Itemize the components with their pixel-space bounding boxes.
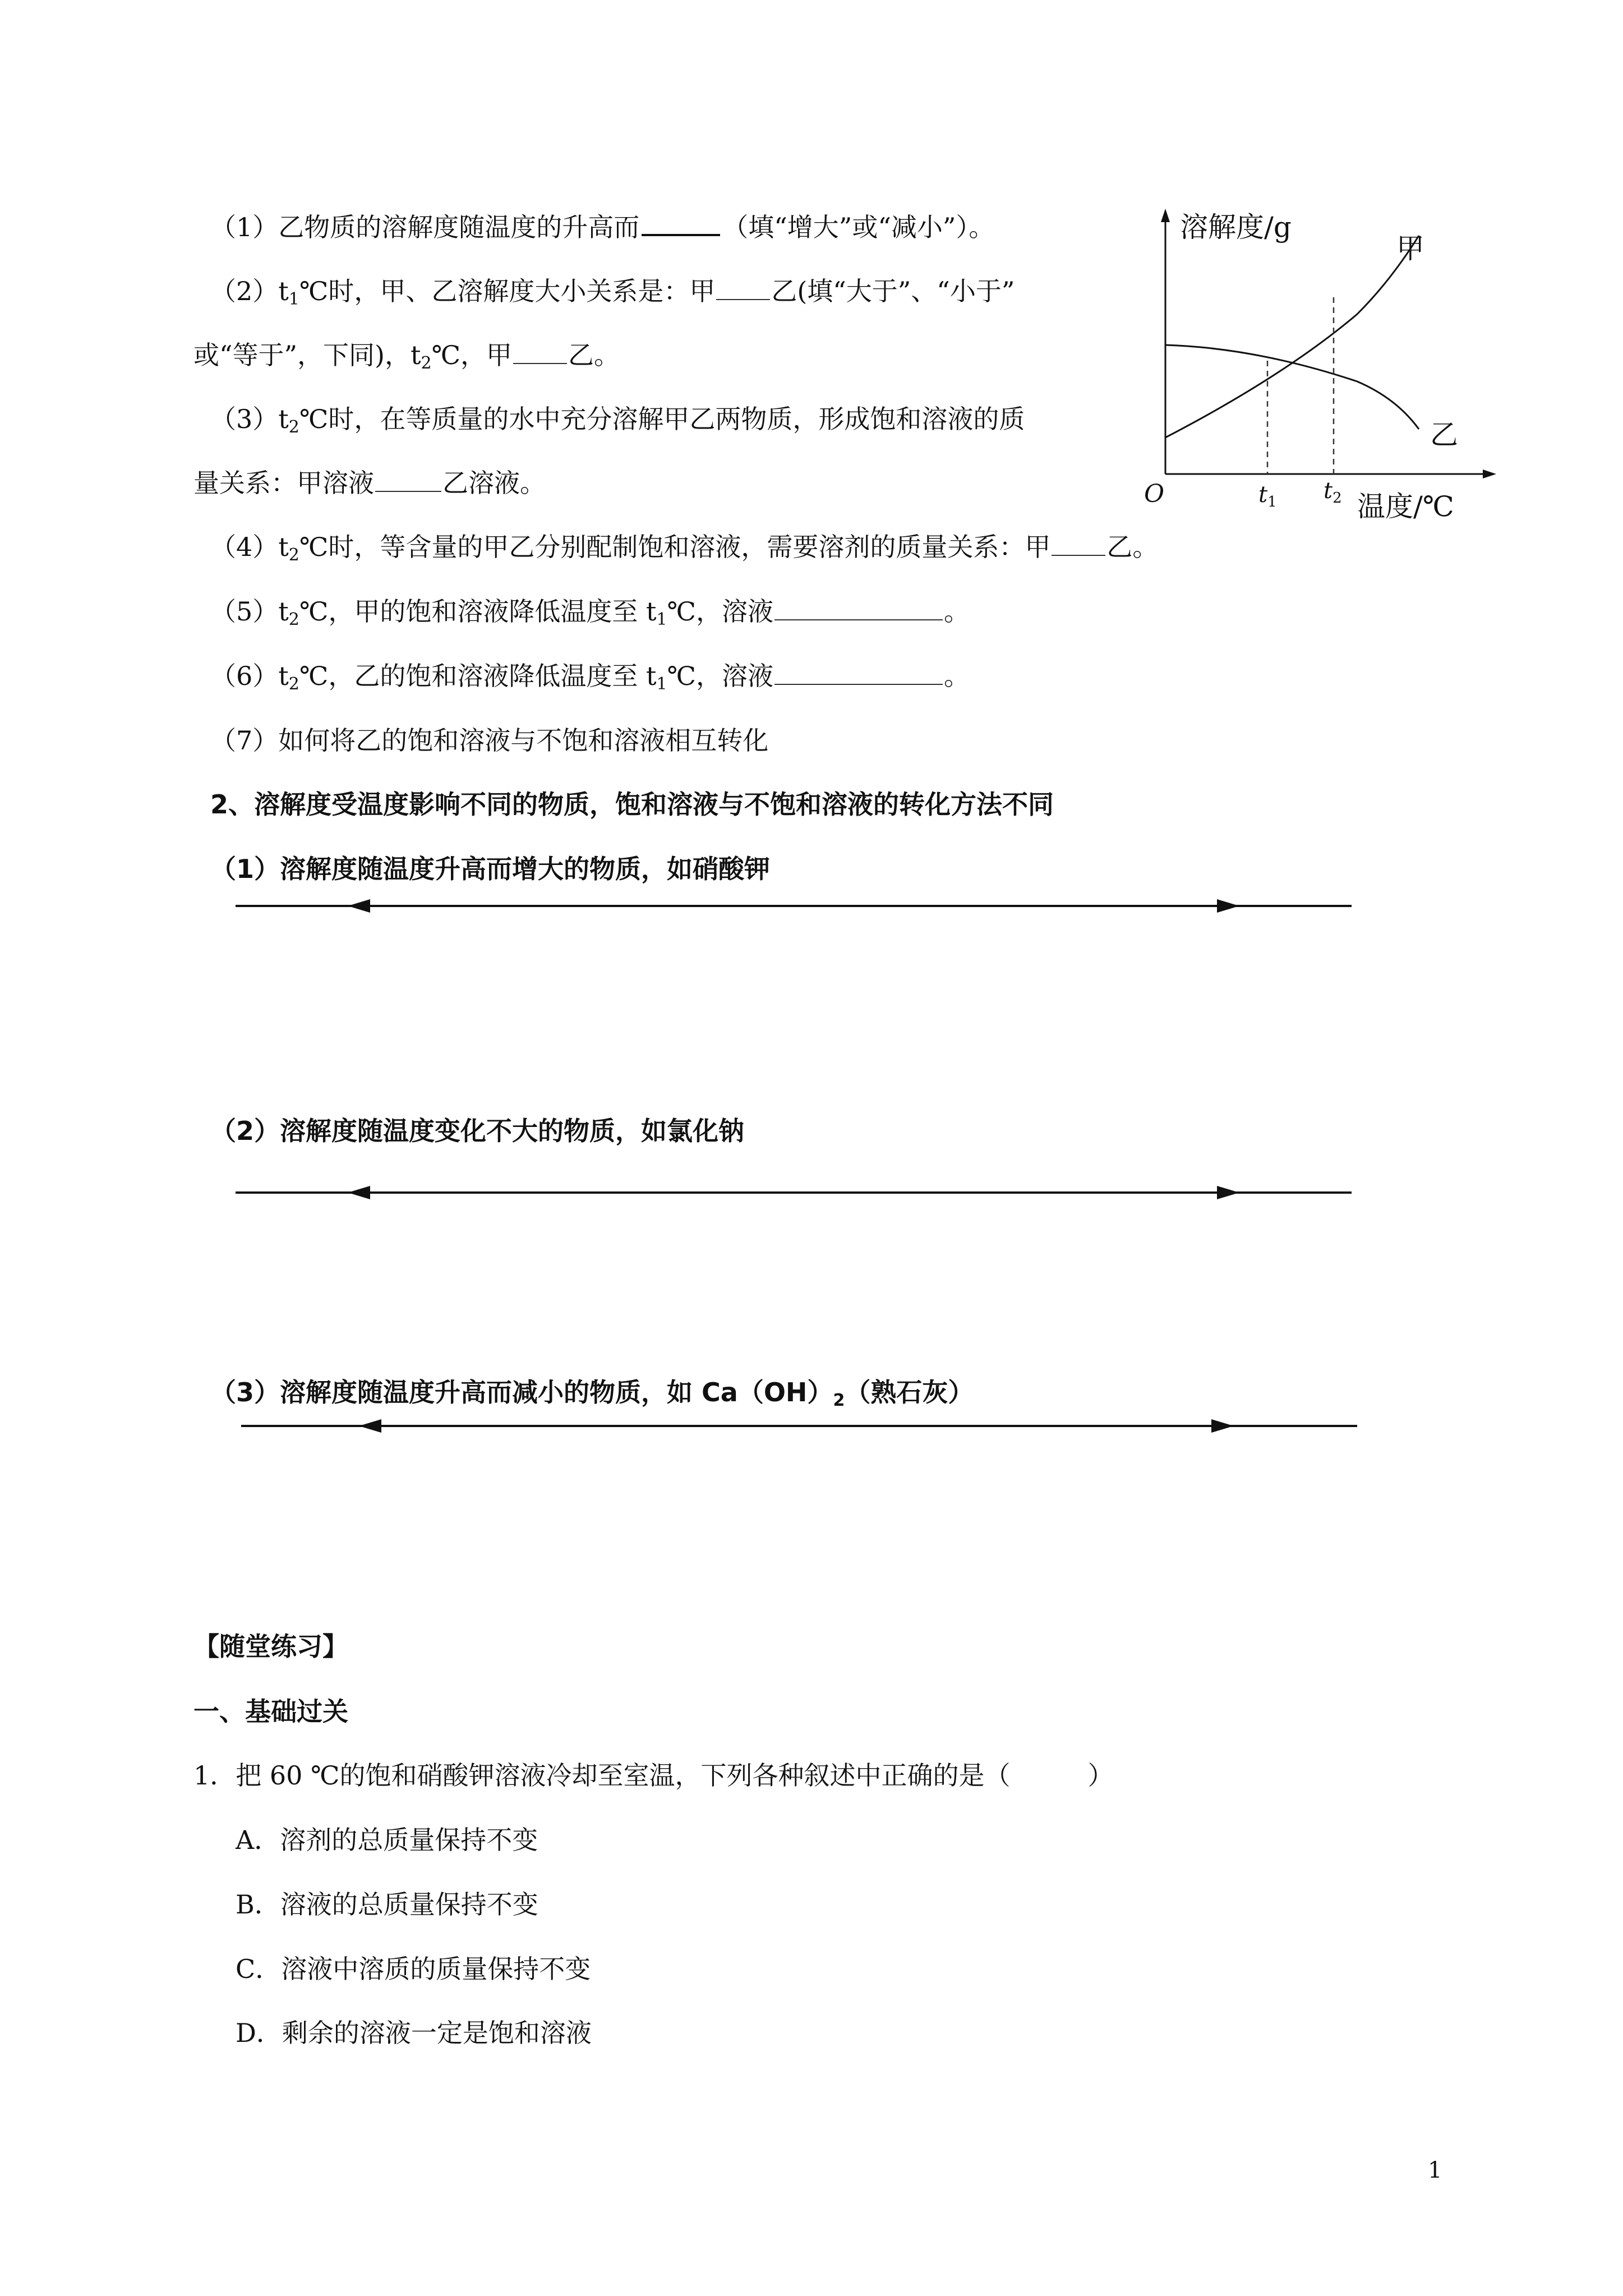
section-2-heading: 2、溶解度受温度影响不同的物质，饱和溶液与不饱和溶液的转化方法不同 — [210, 789, 1054, 820]
question-4: $(4)t_2℃$时，等含量的甲乙分别配制饱和溶液，需要溶剂的质量关系：甲 乙。 — [210, 530, 1158, 564]
conversion-arrow-2 — [236, 1181, 1352, 1204]
section-2-item-2: （2）溶解度随温度变化不大的物质，如氯化钠 — [210, 1116, 745, 1146]
page-number: 1 — [1428, 2157, 1442, 2183]
question-5: $(5)t_2℃$，甲的饱和溶液降低温度至 $t_1℃$，溶液 。 — [210, 595, 970, 628]
answer-blank[interactable] — [716, 274, 770, 300]
section-2-item-1: （1）溶解度随温度升高而增大的物质，如硝酸钾 — [210, 854, 771, 884]
conversion-arrow-1 — [236, 895, 1352, 917]
x-axis-arrow — [1483, 470, 1496, 478]
question-3: $(3)t_2℃$时，在等质量的水中充分溶解甲乙两物质，形成饱和溶液的质 — [210, 404, 1025, 437]
practice-heading: 【随堂练习】 — [193, 1631, 348, 1662]
question-1: （1）乙物质的溶解度随温度的升高而 （填“增大”或“减小”）。 — [210, 209, 994, 244]
question-2-cont: 或“等于”，下同)，$t_2℃$，甲 乙。 — [193, 338, 620, 372]
question-2: $(2)t_1℃$时，甲、乙溶解度大小关系是：甲 乙(填“大于”、“小于” — [210, 274, 1015, 308]
answer-blank[interactable] — [774, 659, 943, 685]
practice-question-1: 1．把 60 ℃的饱和硝酸钾溶液冷却至室温，下列各种叙述中正确的是（ ） — [193, 1760, 1114, 1791]
curve-jia-label: 甲 — [1396, 232, 1424, 265]
origin-label: O — [1144, 480, 1165, 508]
answer-blank[interactable] — [375, 466, 441, 492]
option-b[interactable]: B．溶液的总质量保持不变 — [236, 1889, 538, 1920]
x-axis-label: 温度/℃ — [1357, 490, 1454, 523]
conversion-arrow-3 — [241, 1415, 1357, 1437]
solubility-graph — [1133, 202, 1497, 539]
section-2-item-3: （3）溶解度随温度升高而减小的物质，如 $Ca(OH)_2$（熟石灰） — [210, 1377, 974, 1410]
practice-subheading: 一、基础过关 — [193, 1696, 348, 1727]
t2-label: $t_2$ — [1324, 478, 1342, 507]
option-a[interactable]: A．溶剂的总质量保持不变 — [236, 1825, 538, 1855]
option-d[interactable]: D．剩余的溶液一定是饱和溶液 — [236, 2018, 592, 2048]
answer-blank[interactable] — [774, 595, 943, 620]
option-c[interactable]: C．溶液中溶质的质量保持不变 — [236, 1954, 591, 1984]
curve-jia — [1165, 236, 1419, 438]
answer-blank[interactable] — [1052, 530, 1105, 556]
answer-blank[interactable] — [642, 209, 720, 236]
question-3-cont: 量关系：甲溶液 乙溶液。 — [193, 466, 546, 500]
y-axis-label: 溶解度/g — [1180, 211, 1292, 243]
question-6: $(6)t_2℃$，乙的饱和溶液降低温度至 $t_1℃$，溶液 。 — [210, 659, 970, 693]
y-axis-arrow — [1161, 209, 1170, 222]
question-7: （7）如何将乙的饱和溶液与不饱和溶液相互转化 — [210, 725, 769, 756]
t1-label: $t_1$ — [1258, 482, 1277, 510]
curve-yi-label: 乙 — [1430, 418, 1458, 451]
answer-blank[interactable] — [513, 338, 567, 364]
